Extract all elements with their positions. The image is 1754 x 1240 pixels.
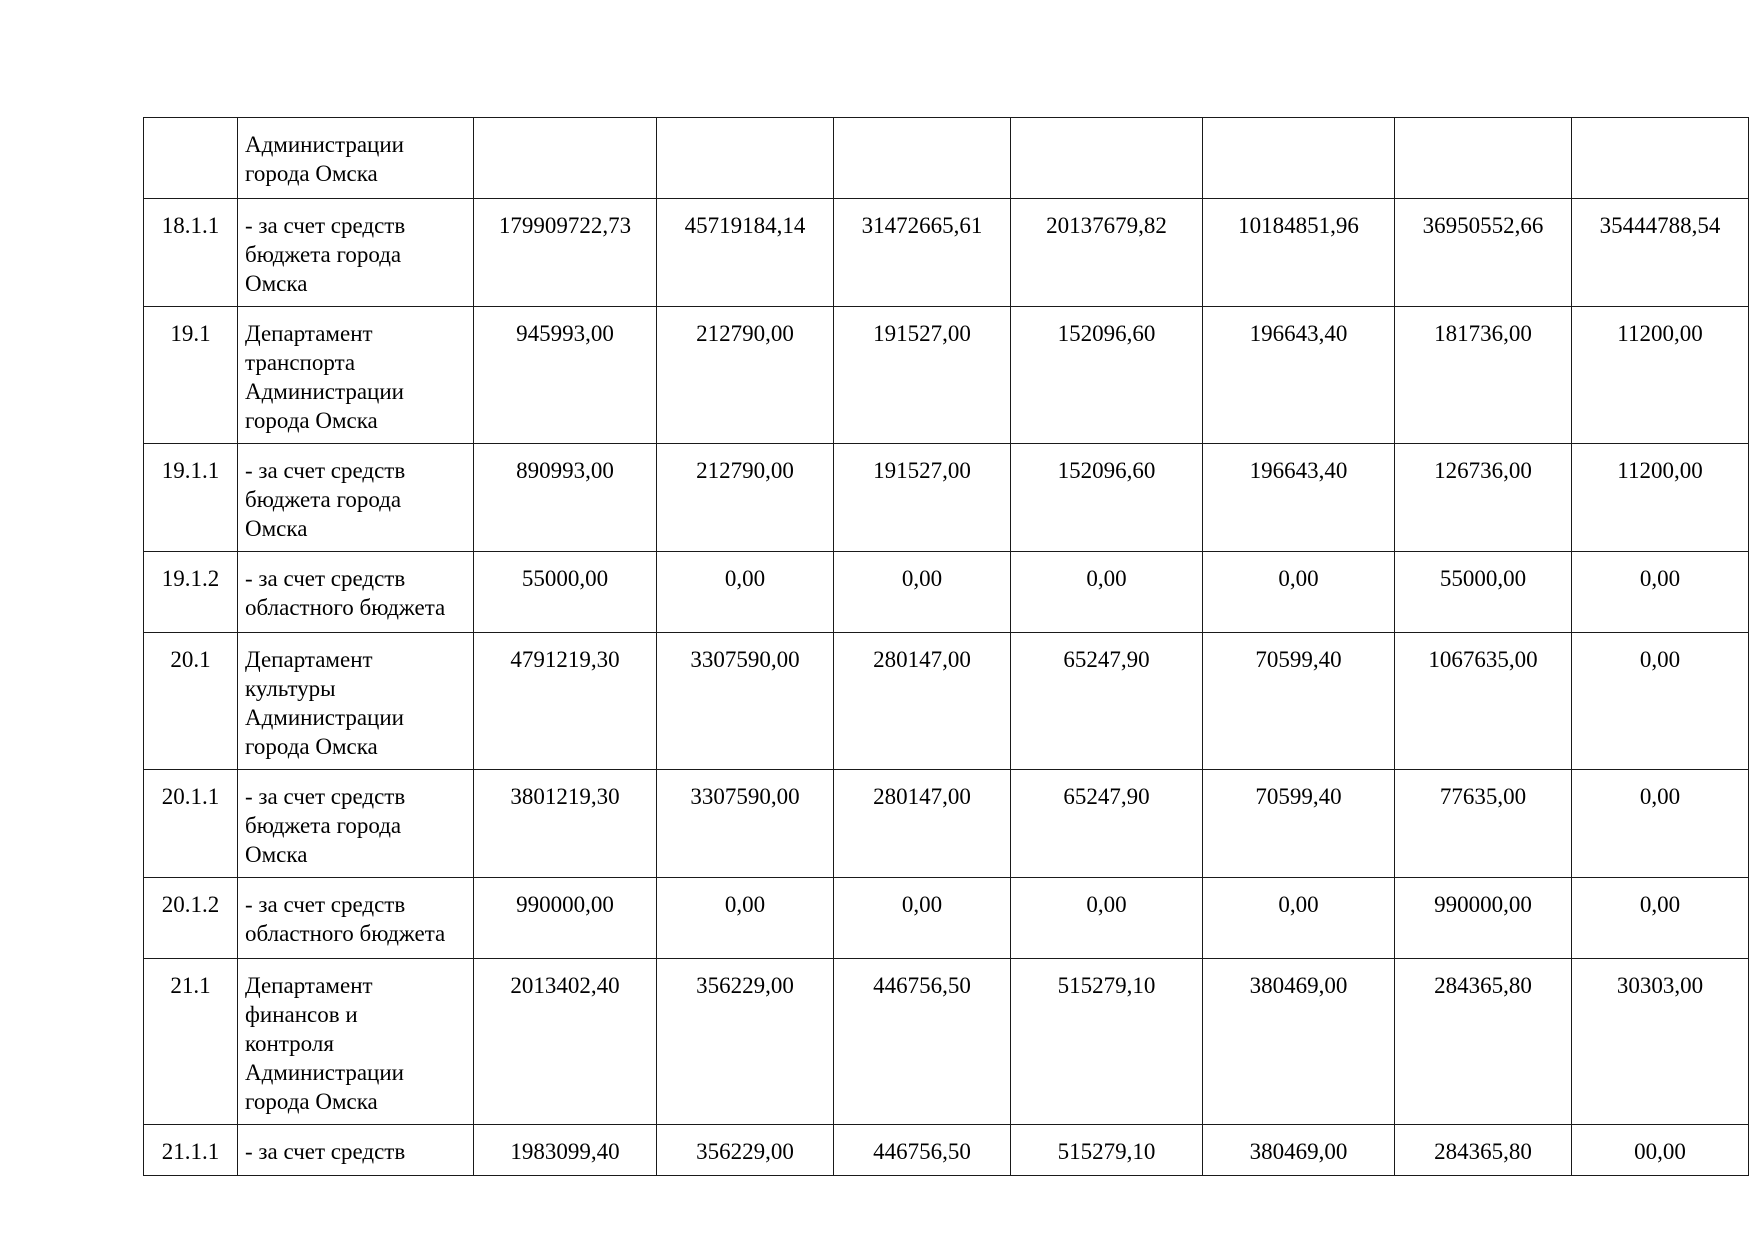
row-name-line: - за счет средств (245, 892, 406, 917)
value-cell: 0,00 (1572, 552, 1749, 633)
value-cell: 0,00 (1203, 878, 1395, 959)
row-name-line: Омска (245, 516, 308, 541)
value-cell: 1067635,00 (1395, 633, 1572, 770)
row-code-cell: 21.1 (144, 959, 238, 1125)
value-cell: 0,00 (1572, 878, 1749, 959)
value-cell: 0,00 (1011, 552, 1203, 633)
value-cell: 55000,00 (1395, 552, 1572, 633)
value-cell: 55000,00 (474, 552, 657, 633)
row-name-cell (238, 878, 474, 959)
value-cell: 4791219,30 (474, 633, 657, 770)
value-cell: 20137679,82 (1011, 199, 1203, 307)
row-code-cell: 19.1 (144, 307, 238, 444)
row-name-line: бюджета города (245, 813, 402, 838)
value-cell (1395, 118, 1572, 199)
value-cell: 11200,00 (1572, 444, 1749, 552)
row-name-line: города Омска (245, 734, 378, 759)
value-cell: 126736,00 (1395, 444, 1572, 552)
value-cell: 65247,90 (1011, 770, 1203, 878)
row-name-line: города Омска (245, 408, 378, 433)
value-cell: 3307590,00 (657, 633, 834, 770)
value-cell: 0,00 (1572, 770, 1749, 878)
row-name-line: бюджета города (245, 487, 402, 512)
row-code-cell: 20.1.1 (144, 770, 238, 878)
value-cell: 380469,00 (1203, 959, 1395, 1125)
value-cell: 77635,00 (1395, 770, 1572, 878)
value-cell: 3801219,30 (474, 770, 657, 878)
value-cell: 45719184,14 (657, 199, 834, 307)
row-name-line: Администрации (245, 132, 404, 157)
table-row (144, 878, 1749, 959)
row-name-line: - за счет средств (245, 458, 406, 483)
row-name-line: Администрации (245, 379, 404, 404)
table-row (144, 199, 1749, 307)
table-row (144, 770, 1749, 878)
value-cell: 356229,00 (657, 959, 834, 1125)
row-name-line: - за счет средств (245, 566, 406, 591)
row-name-line: Омска (245, 271, 308, 296)
row-code-cell: 21.1.1 (144, 1125, 238, 1176)
row-name-line: города Омска (245, 161, 378, 186)
value-cell: 31472665,61 (834, 199, 1011, 307)
value-cell (474, 118, 657, 199)
row-name-cell (238, 307, 474, 444)
row-name-line: - за счет средств (245, 784, 406, 809)
value-cell: 0,00 (834, 552, 1011, 633)
value-cell (657, 118, 834, 199)
row-code-cell: 19.1.1 (144, 444, 238, 552)
table-row (144, 444, 1749, 552)
row-name-line: финансов и (245, 1002, 358, 1027)
value-cell: 380469,00 (1203, 1125, 1395, 1176)
row-name-line: Департамент (245, 647, 373, 672)
row-name-line: - за счет средств (245, 1139, 406, 1164)
value-cell: 890993,00 (474, 444, 657, 552)
value-cell: 284365,80 (1395, 1125, 1572, 1176)
value-cell: 284365,80 (1395, 959, 1572, 1125)
value-cell: 181736,00 (1395, 307, 1572, 444)
row-name-cell (238, 770, 474, 878)
value-cell: 70599,40 (1203, 770, 1395, 878)
row-name-cell (238, 552, 474, 633)
value-cell: 30303,00 (1572, 959, 1749, 1125)
row-name-line: Департамент (245, 321, 373, 346)
row-name-cell (238, 118, 474, 199)
value-cell: 152096,60 (1011, 307, 1203, 444)
value-cell: 0,00 (834, 878, 1011, 959)
value-cell (1203, 118, 1395, 199)
row-name-line: - за счет средств (245, 213, 406, 238)
value-cell: 191527,00 (834, 307, 1011, 444)
row-name-line: бюджета города (245, 242, 402, 267)
table-row (144, 118, 1749, 199)
row-name-line: города Омска (245, 1089, 378, 1114)
value-cell: 70599,40 (1203, 633, 1395, 770)
value-cell: 280147,00 (834, 633, 1011, 770)
value-cell: 356229,00 (657, 1125, 834, 1176)
value-cell: 65247,90 (1011, 633, 1203, 770)
value-cell: 179909722,73 (474, 199, 657, 307)
value-cell: 990000,00 (1395, 878, 1572, 959)
value-cell (834, 118, 1011, 199)
table-row (144, 552, 1749, 633)
value-cell: 212790,00 (657, 307, 834, 444)
table-row (144, 633, 1749, 770)
value-cell: 0,00 (657, 552, 834, 633)
value-cell: 10184851,96 (1203, 199, 1395, 307)
budget-table (143, 117, 1749, 1176)
value-cell: 11200,00 (1572, 307, 1749, 444)
table-body (144, 118, 1749, 1176)
table-row (144, 1125, 1749, 1176)
value-cell: 212790,00 (657, 444, 834, 552)
row-name-cell (238, 633, 474, 770)
row-name-line: Администрации (245, 1060, 404, 1085)
value-cell: 0,00 (1203, 552, 1395, 633)
value-cell: 196643,40 (1203, 307, 1395, 444)
row-name-cell (238, 1125, 474, 1176)
value-cell: 0,00 (657, 878, 834, 959)
value-cell: 152096,60 (1011, 444, 1203, 552)
row-name-line: культуры (245, 676, 336, 701)
row-name-cell (238, 959, 474, 1125)
value-cell: 196643,40 (1203, 444, 1395, 552)
row-name-line: Омска (245, 842, 308, 867)
value-cell: 446756,50 (834, 959, 1011, 1125)
value-cell: 00,00 (1572, 1125, 1749, 1176)
value-cell (1011, 118, 1203, 199)
value-cell: 35444788,54 (1572, 199, 1749, 307)
value-cell: 1983099,40 (474, 1125, 657, 1176)
value-cell: 2013402,40 (474, 959, 657, 1125)
value-cell: 191527,00 (834, 444, 1011, 552)
value-cell: 446756,50 (834, 1125, 1011, 1176)
row-name-line: контроля (245, 1031, 334, 1056)
value-cell: 0,00 (1011, 878, 1203, 959)
value-cell: 515279,10 (1011, 959, 1203, 1125)
table-row (144, 959, 1749, 1125)
row-code-cell: 20.1.2 (144, 878, 238, 959)
row-code-cell: 18.1.1 (144, 199, 238, 307)
value-cell: 945993,00 (474, 307, 657, 444)
value-cell: 3307590,00 (657, 770, 834, 878)
table-row (144, 307, 1749, 444)
value-cell: 36950552,66 (1395, 199, 1572, 307)
row-code-cell (144, 118, 238, 199)
row-code-cell: 19.1.2 (144, 552, 238, 633)
row-name-cell (238, 199, 474, 307)
value-cell: 280147,00 (834, 770, 1011, 878)
row-code-cell: 20.1 (144, 633, 238, 770)
row-name-line: Администрации (245, 705, 404, 730)
value-cell: 515279,10 (1011, 1125, 1203, 1176)
value-cell: 990000,00 (474, 878, 657, 959)
row-name-cell (238, 444, 474, 552)
row-name-line: транспорта (245, 350, 356, 375)
row-name-line: Департамент (245, 973, 373, 998)
value-cell: 0,00 (1572, 633, 1749, 770)
value-cell (1572, 118, 1749, 199)
row-name-line: областного бюджета (245, 921, 446, 946)
row-name-line: областного бюджета (245, 595, 446, 620)
